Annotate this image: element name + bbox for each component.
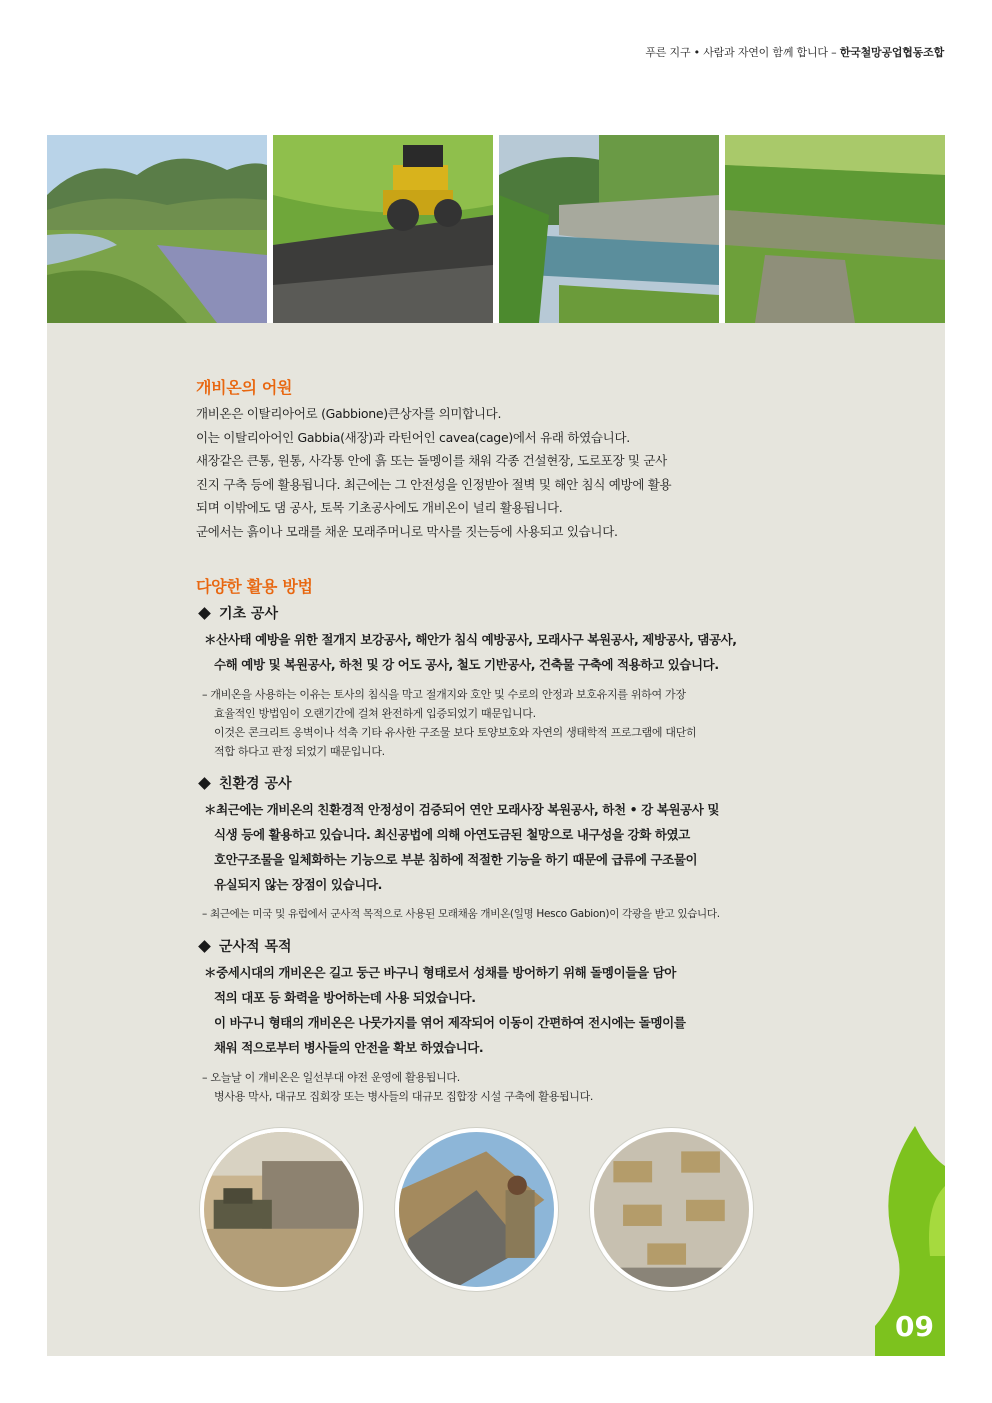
origin-line: 군에서는 흙이나 모래를 채운 모래주머니로 막사를 짓는등에 사용되고 있습니다. [196, 523, 618, 539]
star-line: 이 바구니 형태의 개비온은 나뭇가지를 엮어 제작되어 이동이 간편하여 전시에는 돌멩이를 [214, 1015, 686, 1030]
star-note [196, 627, 836, 677]
origin-line: 새장같은 큰통, 원통, 사각통 안에 흙 또는 돌멩이를 채워 각종 건설현장, 도로포장 및 군사 [196, 453, 667, 468]
section-military [196, 936, 836, 1106]
header-slogan: 푸른 지구 • 사람과 자연이 함께 합니다 – [645, 46, 840, 59]
dash-line: 병사용 막사, 대규모 집회장 또는 병사들의 대규모 집합장 시설 구축에 활용됩니다. [214, 1090, 594, 1103]
origin-line: 이는 이탈리아어인 Gabbia(새장)과 라틴어인 cavea(cage)에서 유래 하였습니다. [196, 429, 630, 445]
dash-note [196, 1068, 836, 1106]
star-line: ＊최근에는 개비온의 친환경적 안정성이 검증되어 연안 모래사장 복원공사, 하천 • 강 복원공사 및 [204, 802, 720, 817]
circle-photo-row [200, 1128, 760, 1278]
diamond-bullet-icon [198, 607, 211, 620]
green-gabion-wall-photo [725, 135, 945, 323]
dash-line: 적합 하다고 판정 되었기 때문입니다. [214, 745, 385, 758]
star-line: 수해 예방 및 복원공사, 하천 및 강 어도 공사, 철도 기반공사, 건축물 구축에 적용하고 있습니다. [214, 657, 719, 672]
star-line: 유실되지 않는 장점이 있습니다. [214, 877, 382, 892]
star-line: 호안구조물을 일체화하는 기능으로 부분 침하에 적절한 기능을 하기 때문에 급류에 구조물이 [214, 852, 698, 867]
origin-title: 개비온의 어원 [196, 378, 293, 397]
page-header [645, 44, 944, 60]
section-eco [196, 773, 836, 924]
header-org: 한국철망공업협동조합 [839, 46, 944, 59]
dash-line: – 오늘날 이 개비온은 일선부대 야전 운영에 활용됩니다. [202, 1071, 460, 1084]
soldier-gabion-photo [395, 1128, 558, 1291]
road-roller-photo [273, 135, 493, 323]
photo-strip [47, 135, 945, 323]
star-line: 식생 등에 활용하고 있습니다. 최신공법에 의해 아연도금된 철망으로 내구성을 강화 하였고 [214, 827, 690, 842]
star-line: ＊중세시대의 개비온은 길고 둥근 바구니 형태로서 성채를 방어하기 위해 돌멩이들을 담아 [204, 965, 676, 980]
star-line: 채워 적으로부터 병사들의 안전을 확보 하였습니다. [214, 1040, 484, 1055]
star-line: 적의 대포 등 화력을 방어하는데 사용 되었습니다. [214, 990, 476, 1005]
river-landscape-photo [47, 135, 267, 323]
dash-line: 이것은 콘크리트 옹벽이나 석축 기타 유사한 구조물 보다 토양보호와 자연의 생태학적 프로그램에 대단히 [214, 726, 697, 739]
diamond-bullet-icon [198, 940, 211, 953]
star-note [196, 797, 836, 897]
section-foundation [196, 603, 836, 761]
section-heading [196, 603, 836, 623]
main-content [196, 375, 836, 1118]
section-heading [196, 773, 836, 793]
dash-note [196, 685, 836, 761]
section-heading-label: 친환경 공사 [219, 776, 292, 792]
tent-camp-photo [590, 1128, 753, 1291]
section-heading [196, 936, 836, 956]
page-number: 09 [895, 1310, 934, 1343]
origin-line: 진지 구축 등에 활용됩니다. 최근에는 그 안전성을 인정받아 절벽 및 해안 침식 예방에 활용 [196, 476, 672, 492]
section-heading-label: 기초 공사 [219, 606, 278, 622]
section-heading-label: 군사적 목적 [219, 939, 292, 955]
diamond-bullet-icon [198, 777, 211, 790]
origin-line: 개비온은 이탈리아어로 (Gabbione)큰상자를 의미합니다. [196, 406, 502, 421]
origin-line: 되며 이밖에도 댐 공사, 토목 기초공사에도 개비온이 널리 활용됩니다. [196, 500, 563, 515]
star-note [196, 960, 836, 1060]
gabion-stream-photo [499, 135, 719, 323]
dash-note [196, 905, 836, 924]
dash-line: – 개비온을 사용하는 이유는 토사의 침식을 막고 절개지와 호안 및 수로의 안정과 보호유지를 위하여 가장 [202, 688, 686, 701]
dash-line: – 최근에는 미국 및 유럽에서 군사적 목적으로 사용된 모래채움 개비온(일명 Hesco Gabion)이 각광을 받고 있습니다. [202, 908, 720, 920]
origin-paragraph [196, 402, 836, 543]
dash-line: 효율적인 방법임이 오랜기간에 걸쳐 완전하게 입증되었기 때문입니다. [214, 707, 536, 720]
star-line: ＊산사태 예방을 위한 절개지 보강공사, 해안가 침식 예방공사, 모래사구 복원공사, 제방공사, 댐공사, [204, 632, 737, 647]
military-tank-photo [200, 1128, 363, 1291]
uses-title: 다양한 활용 방법 [196, 577, 313, 596]
